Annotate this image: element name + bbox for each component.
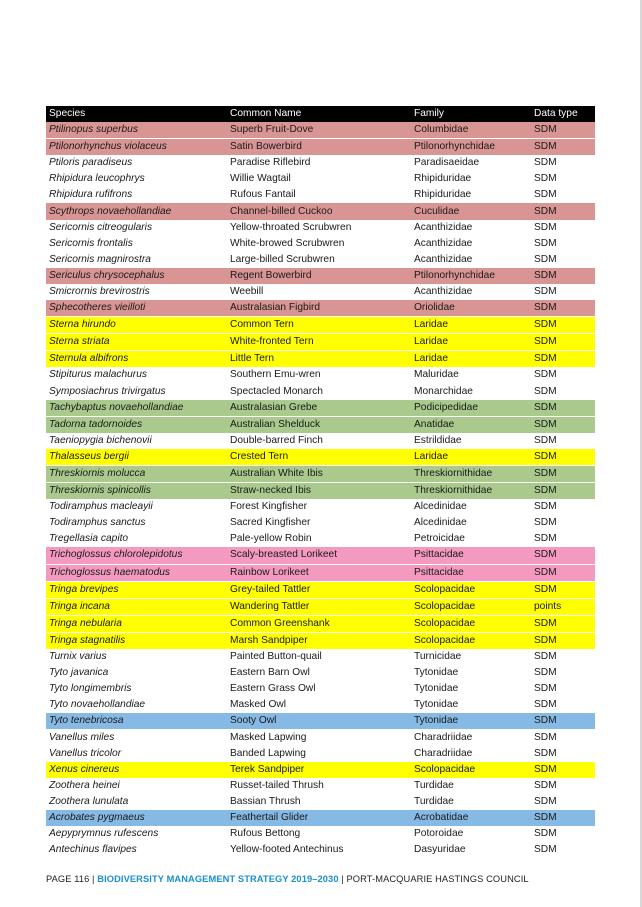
data-type-cell: SDM <box>534 221 557 233</box>
table-row <box>46 615 595 632</box>
common-name-cell: Bassian Thrush <box>230 795 301 807</box>
data-type-cell: SDM <box>534 617 557 629</box>
table-row <box>46 499 595 515</box>
family-cell: Threskiornithidae <box>414 485 493 497</box>
common-name-cell: White-fronted Tern <box>230 336 314 348</box>
common-name-cell: Scaly-breasted Lorikeet <box>230 549 338 561</box>
data-type-cell: points <box>534 600 562 612</box>
species-cell: Vanellus miles <box>49 731 115 743</box>
species-cell: Sericornis magnirostra <box>49 253 151 265</box>
data-type-cell: SDM <box>534 434 557 446</box>
common-name-cell: Australasian Grebe <box>230 401 318 413</box>
species-cell: Tyto tenebricosa <box>49 715 124 727</box>
species-cell: Tadorna tadornoides <box>49 418 143 430</box>
table-row <box>46 367 595 383</box>
table-row <box>46 449 595 465</box>
species-cell: Rhipidura leucophrys <box>49 173 145 185</box>
species-cell: Rhipidura rufifrons <box>49 189 133 201</box>
table-row <box>46 598 595 615</box>
species-cell: Todiramphus sanctus <box>49 517 146 529</box>
data-type-cell: SDM <box>534 533 557 545</box>
family-cell: Acanthizidae <box>414 221 473 233</box>
family-cell: Podicipedidae <box>414 401 479 413</box>
table-row <box>46 632 595 649</box>
data-type-cell: SDM <box>534 253 557 265</box>
family-cell: Acrobatidae <box>414 811 469 823</box>
table-row <box>46 433 595 449</box>
table-row <box>46 564 595 581</box>
common-name-cell: Yellow-footed Antechinus <box>230 844 344 856</box>
common-name-cell: Common Tern <box>230 319 294 331</box>
common-name-cell: Rainbow Lorikeet <box>230 566 309 578</box>
species-cell: Turnix varius <box>49 651 107 663</box>
common-name-cell: Banded Lapwing <box>230 747 306 759</box>
common-name-cell: Australasian Figbird <box>230 302 321 314</box>
common-name-cell: Eastern Grass Owl <box>230 683 316 695</box>
document-title: BIODIVERSITY MANAGEMENT STRATEGY 2019–2030 <box>97 874 339 884</box>
table-row <box>46 713 595 729</box>
family-cell: Potoroidae <box>414 828 464 840</box>
common-name-cell: Little Tern <box>230 353 274 365</box>
common-name-cell: Straw-necked Ibis <box>230 485 311 497</box>
table-row <box>46 465 595 482</box>
family-cell: Threskiornithidae <box>414 468 493 480</box>
table-row <box>46 729 595 745</box>
data-type-cell: SDM <box>534 566 557 578</box>
data-type-cell: SDM <box>534 715 557 727</box>
family-cell: Psittacidae <box>414 566 464 578</box>
family-cell: Acanthizidae <box>414 253 473 265</box>
table-row <box>46 697 595 713</box>
species-cell: Ptilinopus superbus <box>49 124 138 136</box>
family-cell: Psittacidae <box>414 549 464 561</box>
table-row <box>46 482 595 499</box>
footer-separator: | <box>341 874 344 884</box>
species-cell: Xenus cinereus <box>49 763 120 775</box>
species-cell: Sericulus chrysocephalus <box>49 269 165 281</box>
common-name-cell: White-browed Scrubwren <box>230 237 345 249</box>
data-type-cell: SDM <box>534 302 557 314</box>
family-cell: Scolopacidae <box>414 617 476 629</box>
common-name-cell: Paradise Riflebird <box>230 157 311 169</box>
table-body <box>46 122 595 858</box>
header-data-type: Data type <box>534 108 578 119</box>
table-row <box>46 220 595 236</box>
species-cell: Zoothera lunulata <box>49 795 129 807</box>
common-name-cell: Crested Tern <box>230 450 289 462</box>
common-name-cell: Channel-billed Cuckoo <box>230 205 333 217</box>
data-type-cell: SDM <box>534 699 557 711</box>
data-type-cell: SDM <box>534 269 557 281</box>
species-cell: Zoothera heinei <box>49 779 120 791</box>
data-type-cell: SDM <box>534 683 557 695</box>
species-cell: Tringa nebularia <box>49 617 122 629</box>
species-cell: Vanellus tricolor <box>49 747 122 759</box>
species-cell: Tringa incana <box>49 600 110 612</box>
common-name-cell: Marsh Sandpiper <box>230 634 308 646</box>
table-row <box>46 826 595 842</box>
table-row <box>46 842 595 858</box>
data-type-cell: SDM <box>534 731 557 743</box>
species-cell: Thalasseus bergii <box>49 450 129 462</box>
table-row <box>46 547 595 563</box>
family-cell: Estrildidae <box>414 434 462 446</box>
species-cell: Trichoglossus haematodus <box>49 566 170 578</box>
common-name-cell: Rufous Fantail <box>230 189 296 201</box>
species-cell: Tachybaptus novaehollandiae <box>49 401 184 413</box>
common-name-cell: Sooty Owl <box>230 715 277 727</box>
table-row <box>46 416 595 433</box>
family-cell: Dasyuridae <box>414 844 466 856</box>
species-cell: Sterna hirundo <box>49 319 116 331</box>
table-row <box>46 187 595 203</box>
family-cell: Charadriidae <box>414 731 473 743</box>
data-type-cell: SDM <box>534 385 557 397</box>
table-row <box>46 681 595 697</box>
data-type-cell: SDM <box>534 401 557 413</box>
table-row <box>46 531 595 547</box>
data-type-cell: SDM <box>534 336 557 348</box>
common-name-cell: Regent Bowerbird <box>230 269 312 281</box>
data-type-cell: SDM <box>534 369 557 381</box>
common-name-cell: Australian Shelduck <box>230 418 321 430</box>
data-type-cell: SDM <box>534 747 557 759</box>
header-species: Species <box>49 108 86 119</box>
data-type-cell: SDM <box>534 468 557 480</box>
common-name-cell: Terek Sandpiper <box>230 763 305 775</box>
common-name-cell: Masked Owl <box>230 699 287 711</box>
data-type-cell: SDM <box>534 205 557 217</box>
common-name-cell: Masked Lapwing <box>230 731 307 743</box>
common-name-cell: Superb Fruit-Dove <box>230 124 314 136</box>
family-cell: Scolopacidae <box>414 600 476 612</box>
data-type-cell: SDM <box>534 450 557 462</box>
table-header <box>46 106 595 122</box>
data-type-cell: SDM <box>534 779 557 791</box>
table-row <box>46 138 595 155</box>
species-cell: Acrobates pygmaeus <box>49 811 145 823</box>
family-cell: Tytonidae <box>414 667 459 679</box>
family-cell: Alcedinidae <box>414 501 467 513</box>
table-row <box>46 350 595 367</box>
species-table <box>46 106 595 858</box>
family-cell: Ptilonorhynchidae <box>414 269 495 281</box>
family-cell: Maluridae <box>414 369 459 381</box>
common-name-cell: Forest Kingfisher <box>230 501 308 513</box>
common-name-cell: Feathertail Glider <box>230 811 309 823</box>
family-cell: Laridae <box>414 353 448 365</box>
species-cell: Smicrornis brevirostris <box>49 285 150 297</box>
data-type-cell: SDM <box>534 501 557 513</box>
data-type-cell: SDM <box>534 651 557 663</box>
table-row <box>46 300 595 316</box>
common-name-cell: Large-billed Scrubwren <box>230 253 335 265</box>
data-type-cell: SDM <box>534 634 557 646</box>
family-cell: Oriolidae <box>414 302 455 314</box>
common-name-cell: Double-barred Finch <box>230 434 323 446</box>
species-cell: Tyto javanica <box>49 667 109 679</box>
species-cell: Ptilonorhynchus violaceus <box>49 141 167 153</box>
table-row <box>46 810 595 826</box>
data-type-cell: SDM <box>534 583 557 595</box>
family-cell: Laridae <box>414 450 448 462</box>
table-row <box>46 122 595 138</box>
species-cell: Threskiornis spinicollis <box>49 485 151 497</box>
table-row <box>46 284 595 300</box>
common-name-cell: Grey-tailed Tattler <box>230 583 311 595</box>
family-cell: Laridae <box>414 336 448 348</box>
data-type-cell: SDM <box>534 189 557 201</box>
species-cell: Tregellasia capito <box>49 533 129 545</box>
common-name-cell: Spectacled Monarch <box>230 385 323 397</box>
species-cell: Tringa brevipes <box>49 583 119 595</box>
table-row <box>46 746 595 762</box>
data-type-cell: SDM <box>534 141 557 153</box>
table-row <box>46 171 595 187</box>
species-cell: Sericornis citreogularis <box>49 221 153 233</box>
species-cell: Sericornis frontalis <box>49 237 133 249</box>
family-cell: Charadriidae <box>414 747 473 759</box>
species-cell: Sterna striata <box>49 336 110 348</box>
table-row <box>46 778 595 794</box>
common-name-cell: Rufous Bettong <box>230 828 301 840</box>
species-cell: Scythrops novaehollandiae <box>49 205 172 217</box>
table-row <box>46 794 595 810</box>
family-cell: Ptilonorhynchidae <box>414 141 495 153</box>
data-type-cell: SDM <box>534 124 557 136</box>
data-type-cell: SDM <box>534 173 557 185</box>
data-type-cell: SDM <box>534 517 557 529</box>
species-cell: Taeniopygia bichenovii <box>49 434 152 446</box>
species-cell: Threskiornis molucca <box>49 468 146 480</box>
family-cell: Paradisaeidae <box>414 157 480 169</box>
data-type-cell: SDM <box>534 285 557 297</box>
family-cell: Anatidae <box>414 418 455 430</box>
table-row <box>46 581 595 598</box>
council-name: PORT-MACQUARIE HASTINGS COUNCIL <box>346 874 529 884</box>
species-cell: Antechinus flavipes <box>49 844 137 856</box>
common-name-cell: Weebill <box>230 285 264 297</box>
species-cell: Todiramphus macleayii <box>49 501 153 513</box>
family-cell: Rhipiduridae <box>414 173 472 185</box>
family-cell: Rhipiduridae <box>414 189 472 201</box>
species-cell: Sphecotheres vieilloti <box>49 302 146 314</box>
table-row <box>46 155 595 171</box>
data-type-cell: SDM <box>534 319 557 331</box>
footer-separator: | <box>92 874 95 884</box>
common-name-cell: Australian White Ibis <box>230 468 323 480</box>
table-row <box>46 333 595 350</box>
family-cell: Cuculidae <box>414 205 460 217</box>
common-name-cell: Southern Emu-wren <box>230 369 321 381</box>
common-name-cell: Painted Button-quail <box>230 651 322 663</box>
table-row <box>46 316 595 333</box>
table-row <box>46 665 595 681</box>
family-cell: Monarchidae <box>414 385 473 397</box>
data-type-cell: SDM <box>534 353 557 365</box>
common-name-cell: Pale-yellow Robin <box>230 533 312 545</box>
common-name-cell: Sacred Kingfisher <box>230 517 311 529</box>
species-cell: Ptiloris paradiseus <box>49 157 133 169</box>
family-cell: Tytonidae <box>414 683 459 695</box>
family-cell: Columbidae <box>414 124 469 136</box>
common-name-cell: Common Greenshank <box>230 617 330 629</box>
data-type-cell: SDM <box>534 157 557 169</box>
family-cell: Scolopacidae <box>414 583 476 595</box>
species-cell: Tyto longimembris <box>49 683 132 695</box>
table-row <box>46 400 595 416</box>
family-cell: Turdidae <box>414 795 454 807</box>
data-type-cell: SDM <box>534 485 557 497</box>
table-row <box>46 762 595 778</box>
common-name-cell: Eastern Barn Owl <box>230 667 310 679</box>
data-type-cell: SDM <box>534 763 557 775</box>
table-row <box>46 515 595 531</box>
family-cell: Turdidae <box>414 779 454 791</box>
header-common-name: Common Name <box>230 108 302 119</box>
family-cell: Scolopacidae <box>414 634 476 646</box>
data-type-cell: SDM <box>534 418 557 430</box>
page-number: PAGE 116 <box>46 874 90 884</box>
table-row <box>46 268 595 284</box>
species-cell: Tringa stagnatilis <box>49 634 126 646</box>
common-name-cell: Russet-tailed Thrush <box>230 779 324 791</box>
family-cell: Acanthizidae <box>414 237 473 249</box>
table-row <box>46 203 595 219</box>
family-cell: Tytonidae <box>414 715 459 727</box>
family-cell: Scolopacidae <box>414 763 476 775</box>
page-footer <box>46 874 529 884</box>
data-type-cell: SDM <box>534 828 557 840</box>
table-row <box>46 252 595 268</box>
data-type-cell: SDM <box>534 237 557 249</box>
family-cell: Tytonidae <box>414 699 459 711</box>
data-type-cell: SDM <box>534 811 557 823</box>
common-name-cell: Wandering Tattler <box>230 600 310 612</box>
species-cell: Stipiturus malachurus <box>49 369 147 381</box>
common-name-cell: Willie Wagtail <box>230 173 291 185</box>
family-cell: Laridae <box>414 319 448 331</box>
species-cell: Tyto novaehollandiae <box>49 699 146 711</box>
header-family: Family <box>414 108 444 119</box>
family-cell: Petroicidae <box>414 533 465 545</box>
species-cell: Aepyprymnus rufescens <box>49 828 159 840</box>
table-row <box>46 236 595 252</box>
common-name-cell: Satin Bowerbird <box>230 141 302 153</box>
data-type-cell: SDM <box>534 795 557 807</box>
common-name-cell: Yellow-throated Scrubwren <box>230 221 352 233</box>
species-cell: Trichoglossus chlorolepidotus <box>49 549 183 561</box>
table-row <box>46 649 595 665</box>
species-cell: Symposiachrus trivirgatus <box>49 385 166 397</box>
family-cell: Turnicidae <box>414 651 462 663</box>
data-type-cell: SDM <box>534 844 557 856</box>
family-cell: Acanthizidae <box>414 285 473 297</box>
data-type-cell: SDM <box>534 549 557 561</box>
family-cell: Alcedinidae <box>414 517 467 529</box>
table-row <box>46 384 595 400</box>
species-cell: Sternula albifrons <box>49 353 129 365</box>
data-type-cell: SDM <box>534 667 557 679</box>
